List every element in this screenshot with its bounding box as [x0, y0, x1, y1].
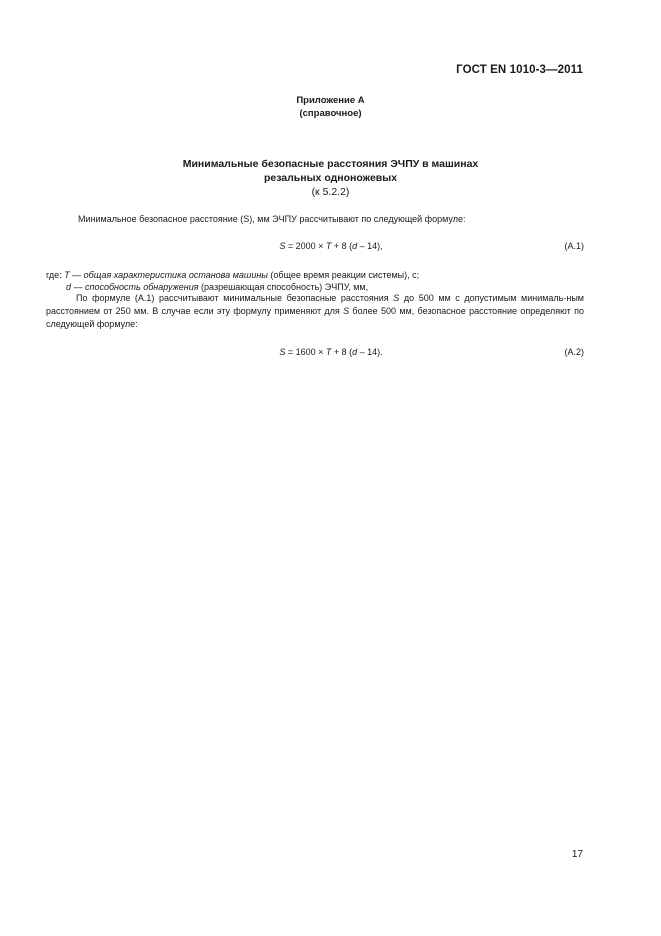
annex-type: (справочное): [299, 108, 362, 119]
formula-a2-expression: S = 1600 × T + 8 (d – 14).: [279, 347, 383, 357]
title-line-2: резальных одноножевых: [263, 172, 398, 184]
body-paragraph: По формуле (А.1) рассчитывают минимальные безопасные расстояния S до 500 мм с допустимым минималь-ным расстоянием от 250 мм. В случае если эту формулу применяют для S более 500 мм, безопасное расстояние определяют по следующей формуле:: [46, 293, 584, 329]
annex-heading: [0, 94, 661, 120]
formula-a2-number: (А.2): [564, 347, 584, 357]
formula-a1: [78, 240, 584, 252]
intro-text: Минимальное безопасное расстояние (S), мм ЭЧПУ рассчитывают по следующей формуле:: [78, 214, 466, 224]
definition-t: где: T — общая характеристика останова машины (общее время реакции системы), с;: [46, 270, 420, 280]
variable-definitions: [46, 269, 586, 293]
formula-a2: [78, 346, 584, 358]
definition-d: d — способность обнаружения (разрешающая способность) ЭЧПУ, мм,: [66, 282, 369, 292]
page-number: 17: [571, 849, 583, 860]
annex-title: [0, 157, 661, 199]
document-code: ГОСТ EN 1010-3—2011: [456, 64, 583, 76]
title-line-1: Минимальные безопасные расстояния ЭЧПУ в машинах: [182, 158, 479, 170]
formula-a1-expression: S = 2000 × T + 8 (d – 14),: [279, 241, 383, 251]
annex-label: Приложение А: [296, 95, 365, 106]
title-clause-reference: (к 5.2.2): [311, 186, 350, 198]
formula-a1-number: (А.1): [564, 241, 584, 251]
